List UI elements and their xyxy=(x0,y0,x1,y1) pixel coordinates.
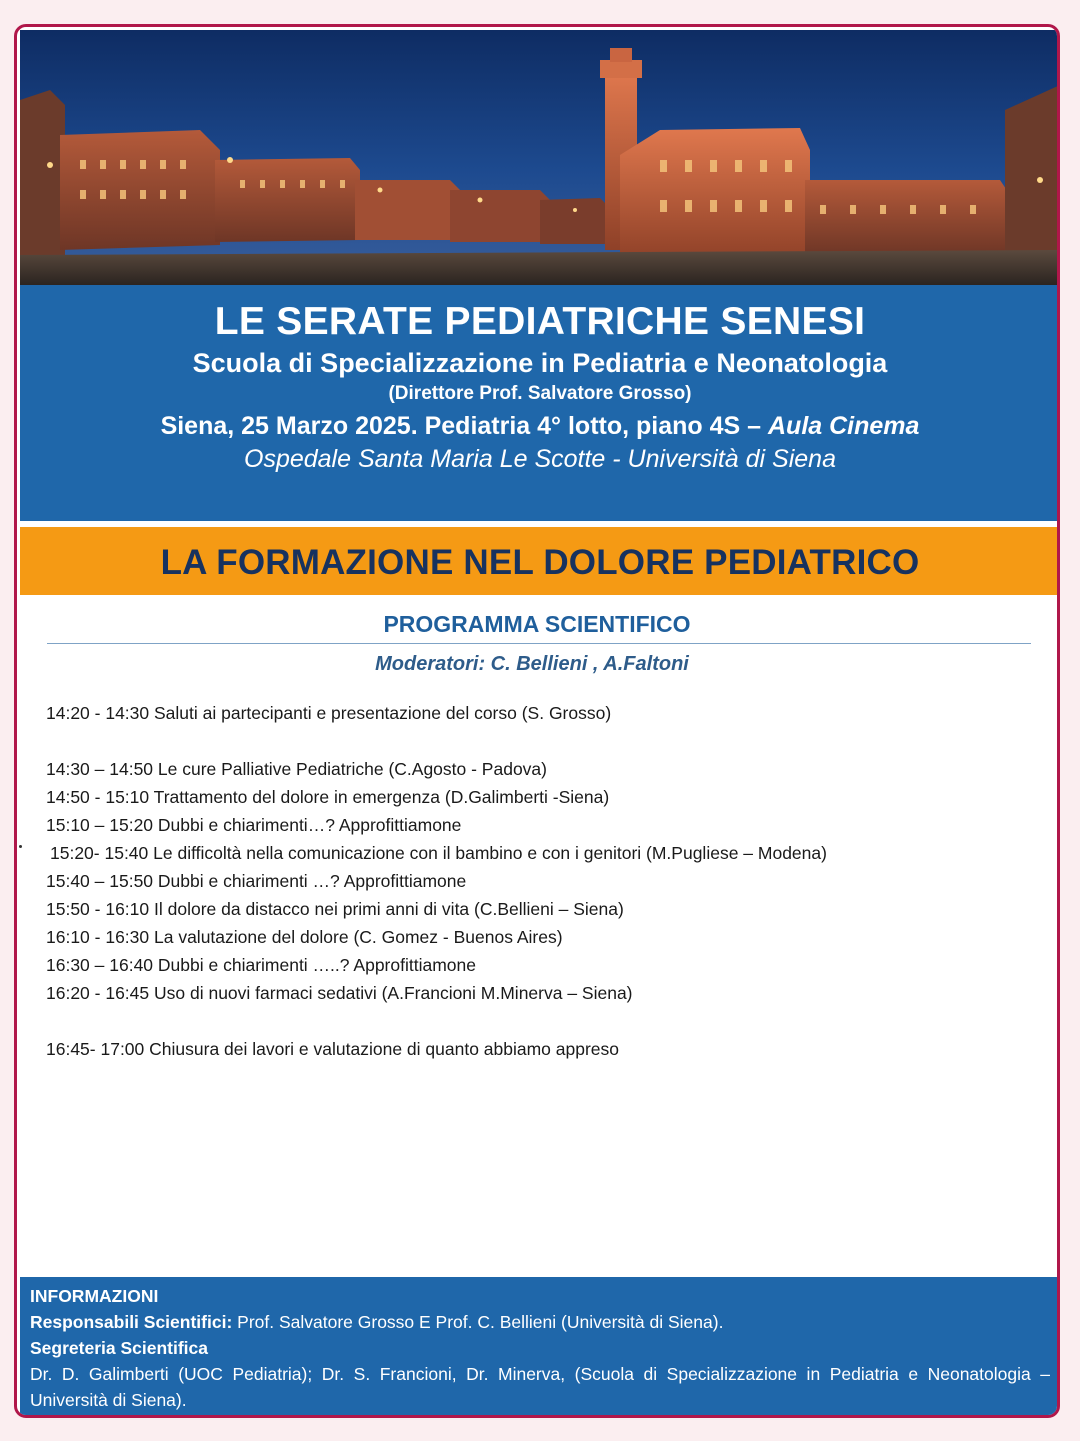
schedule-list xyxy=(46,699,1036,1063)
page-title: LE SERATE PEDIATRICHE SENESI xyxy=(214,300,866,343)
event-banner xyxy=(20,527,1060,595)
schedule-item: 16:20 - 16:45 Uso di nuovi farmaci sedativi (A.Francioni M.Minerva – Siena) xyxy=(46,983,633,1003)
hospital-line: Ospedale Santa Maria Le Scotte - Università di Siena xyxy=(244,445,836,473)
program-divider xyxy=(47,643,1031,644)
schedule-item: 14:30 – 14:50 Le cure Palliative Pediatriche (C.Agosto - Padova) xyxy=(46,759,547,779)
schedule-item: 15:20- 15:40 Le difficoltà nella comunicazione con il bambino e con i genitori (M.Pugliese – Modena) xyxy=(50,843,827,863)
schedule-item: 15:40 – 15:50 Dubbi e chiarimenti …? Approfittiamone xyxy=(46,871,467,891)
schedule-item: 14:50 - 15:10 Trattamento del dolore in emergenza (D.Galimberti -Siena) xyxy=(46,787,610,807)
info-heading: INFORMAZIONI xyxy=(30,1286,159,1306)
moderators-line: Moderatori: C. Bellieni , A.Faltoni xyxy=(375,653,689,675)
stray-dot xyxy=(19,845,22,848)
schedule-item: 14:20 - 14:30 Saluti ai partecipanti e presentazione del corso (S. Grosso) xyxy=(46,703,612,723)
segreteria-label: Segreteria Scientifica xyxy=(30,1338,208,1358)
schedule-item: 16:30 – 16:40 Dubbi e chiarimenti …..? Approfittiamone xyxy=(46,955,476,975)
program-title: PROGRAMMA SCIENTIFICO xyxy=(383,611,691,637)
siena-piazza-photo xyxy=(20,30,1060,285)
segreteria-text: Dr. D. Galimberti (UOC Pediatria); Dr. S. Francioni, Dr. Minerva, (Scuola di Specializzazione in Pediatria e Neonatologia – Università di Siena). xyxy=(30,1364,1050,1410)
poster-frame xyxy=(14,24,1060,1418)
schedule-item: 16:10 - 16:30 La valutazione del dolore (C. Gomez - Buenos Aires) xyxy=(46,927,563,947)
info-band xyxy=(20,1277,1060,1417)
school-subtitle: Scuola di Specializzazione in Pediatria e Neonatologia xyxy=(192,348,888,378)
schedule-item: 15:10 – 15:20 Dubbi e chiarimenti…? Approfittiamone xyxy=(46,815,462,835)
director-line: (Direttore Prof. Salvatore Grosso) xyxy=(388,383,692,404)
room-name: Aula Cinema xyxy=(768,412,920,440)
date-location-main: Siena, 25 Marzo 2025. Pediatria 4° lotto, piano 4S – xyxy=(160,412,768,440)
date-location xyxy=(20,409,1060,443)
schedule-item: 15:50 - 16:10 Il dolore da distacco nei primi anni di vita (C.Bellieni – Siena) xyxy=(46,899,624,919)
responsabili-line xyxy=(30,1309,1050,1335)
event-title: LA FORMAZIONE NEL DOLORE PEDIATRICO xyxy=(160,543,920,582)
responsabili-text: Prof. Salvatore Grosso E Prof. C. Bellieni (Università di Siena). xyxy=(232,1312,724,1332)
responsabili-label: Responsabili Scientifici: xyxy=(30,1312,233,1332)
header-band xyxy=(20,285,1060,521)
schedule-item: 16:45- 17:00 Chiusura dei lavori e valutazione di quanto abbiamo appreso xyxy=(46,1039,620,1059)
